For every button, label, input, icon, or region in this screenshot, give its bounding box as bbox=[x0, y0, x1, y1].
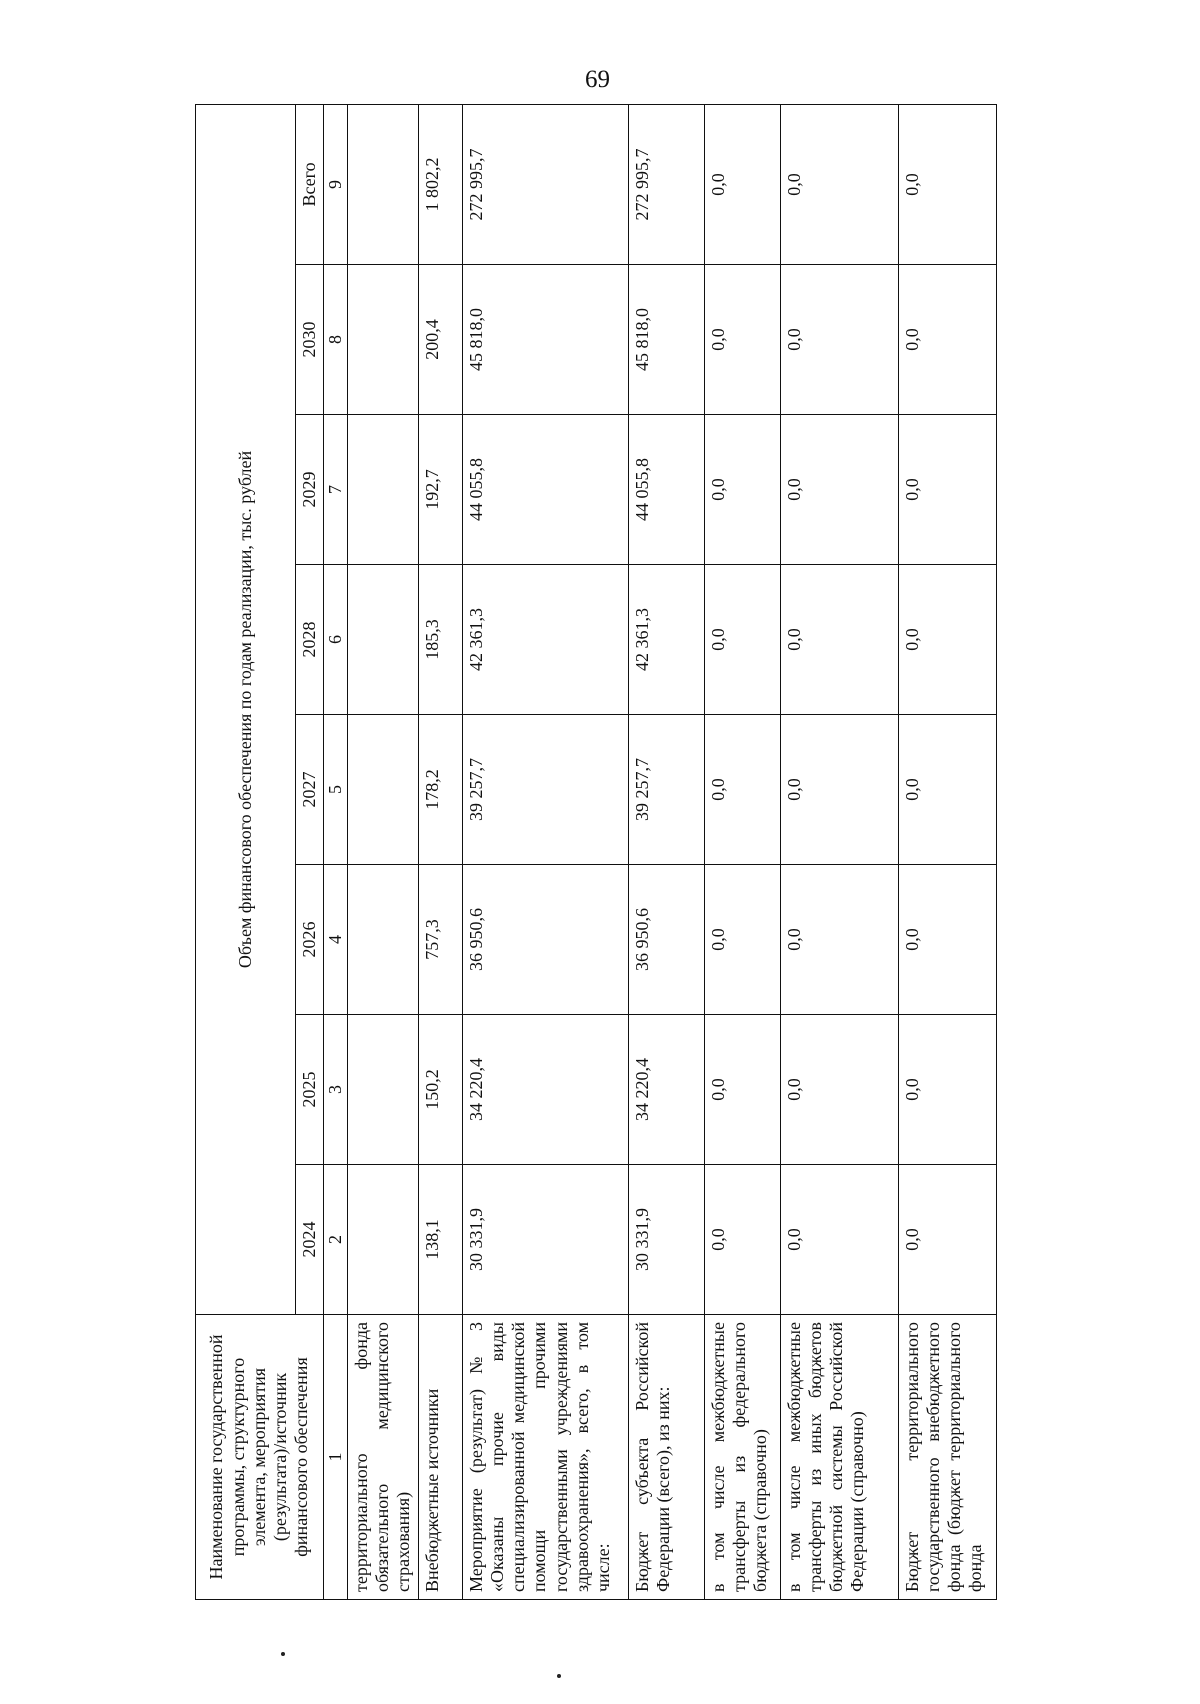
cell-value: 0,0 bbox=[898, 715, 996, 865]
cell-value: 34 220,4 bbox=[462, 1015, 628, 1165]
cell-value bbox=[348, 565, 419, 715]
header-year: 2028 bbox=[296, 565, 324, 715]
header-year: Всего bbox=[296, 104, 324, 264]
header-year: 2029 bbox=[296, 415, 324, 565]
header-year: 2027 bbox=[296, 715, 324, 865]
cell-value: 0,0 bbox=[780, 565, 898, 715]
cell-value: 39 257,7 bbox=[628, 715, 704, 865]
cell-value bbox=[348, 1015, 419, 1165]
cell-value: 30 331,9 bbox=[628, 1165, 704, 1315]
cell-value: 185,3 bbox=[418, 565, 462, 715]
cell-value: 42 361,3 bbox=[628, 565, 704, 715]
cell-value: 0,0 bbox=[704, 865, 780, 1015]
cell-value: 0,0 bbox=[780, 715, 898, 865]
cell-value: 0,0 bbox=[704, 104, 780, 264]
table-row bbox=[628, 104, 704, 1599]
row-name: в том числе межбюджетные трансферты из федерального бюджета (справочно) bbox=[704, 1315, 780, 1600]
column-index-row bbox=[324, 104, 348, 1599]
column-index: 4 bbox=[324, 865, 348, 1015]
cell-value bbox=[348, 1165, 419, 1315]
column-index: 8 bbox=[324, 265, 348, 415]
header-volume-group: Объем финансового обеспечения по годам реализации, тыс. рублей bbox=[196, 104, 296, 1314]
cell-value: 178,2 bbox=[418, 715, 462, 865]
cell-value: 0,0 bbox=[780, 865, 898, 1015]
column-index: 5 bbox=[324, 715, 348, 865]
table-row bbox=[462, 104, 628, 1599]
header-name-column: Наименование государственной программы, структурного элемента, мероприятия (результата)/источник финансового обеспечения bbox=[196, 1315, 324, 1600]
cell-value: 0,0 bbox=[780, 415, 898, 565]
column-index: 3 bbox=[324, 1015, 348, 1165]
cell-value: 30 331,9 bbox=[462, 1165, 628, 1315]
header-year: 2030 bbox=[296, 265, 324, 415]
rotated-table-sheet bbox=[195, 115, 985, 1600]
column-index: 7 bbox=[324, 415, 348, 565]
cell-value: 0,0 bbox=[898, 1165, 996, 1315]
cell-value: 0,0 bbox=[704, 1015, 780, 1165]
row-name: Внебюджетные источники bbox=[418, 1315, 462, 1600]
column-index: 6 bbox=[324, 565, 348, 715]
row-name: Мероприятие (результат) № 3 «Оказаны прочие виды специализированной медицинской помощи прочими государственными учреждениями здравоохранения», всего, в том числе: bbox=[462, 1315, 628, 1600]
cell-value: 0,0 bbox=[780, 1165, 898, 1315]
cell-value: 0,0 bbox=[898, 1015, 996, 1165]
row-name: Бюджет территориального государственного внебюджетного фонда (бюджет территориального фонда bbox=[898, 1315, 996, 1600]
table-row bbox=[418, 104, 462, 1599]
cell-value: 150,2 bbox=[418, 1015, 462, 1165]
cell-value: 44 055,8 bbox=[628, 415, 704, 565]
column-index: 1 bbox=[324, 1315, 348, 1600]
cell-value: 272 995,7 bbox=[462, 104, 628, 264]
table-row bbox=[348, 104, 419, 1599]
cell-value: 44 055,8 bbox=[462, 415, 628, 565]
cell-value: 0,0 bbox=[898, 265, 996, 415]
header-year: 2024 bbox=[296, 1165, 324, 1315]
column-index: 9 bbox=[324, 104, 348, 264]
cell-value: 45 818,0 bbox=[462, 265, 628, 415]
cell-value: 36 950,6 bbox=[628, 865, 704, 1015]
cell-value bbox=[348, 265, 419, 415]
scan-speck bbox=[557, 1674, 561, 1678]
table-row bbox=[780, 104, 898, 1599]
cell-value: 138,1 bbox=[418, 1165, 462, 1315]
cell-value: 0,0 bbox=[704, 565, 780, 715]
cell-value bbox=[348, 104, 419, 264]
header-year: 2026 bbox=[296, 865, 324, 1015]
cell-value: 0,0 bbox=[704, 1165, 780, 1315]
cell-value: 0,0 bbox=[780, 1015, 898, 1165]
financing-table bbox=[195, 104, 997, 1600]
cell-value: 757,3 bbox=[418, 865, 462, 1015]
cell-value: 0,0 bbox=[898, 865, 996, 1015]
cell-value: 42 361,3 bbox=[462, 565, 628, 715]
cell-value bbox=[348, 415, 419, 565]
cell-value: 200,4 bbox=[418, 265, 462, 415]
cell-value: 0,0 bbox=[704, 715, 780, 865]
cell-value: 272 995,7 bbox=[628, 104, 704, 264]
page-number: 69 bbox=[585, 66, 610, 93]
row-name: Бюджет субъекта Российской Федерации (всего), из них: bbox=[628, 1315, 704, 1600]
row-name: в том числе межбюджетные трансферты из иных бюджетов бюджетной системы Российской Федерации (справочно) bbox=[780, 1315, 898, 1600]
cell-value: 39 257,7 bbox=[462, 715, 628, 865]
column-index: 2 bbox=[324, 1165, 348, 1315]
cell-value: 1 802,2 bbox=[418, 104, 462, 264]
cell-value bbox=[348, 865, 419, 1015]
cell-value: 0,0 bbox=[780, 265, 898, 415]
table-row bbox=[704, 104, 780, 1599]
cell-value: 0,0 bbox=[898, 104, 996, 264]
cell-value: 34 220,4 bbox=[628, 1015, 704, 1165]
header-year: 2025 bbox=[296, 1015, 324, 1165]
cell-value bbox=[348, 715, 419, 865]
cell-value: 0,0 bbox=[704, 415, 780, 565]
cell-value: 0,0 bbox=[898, 565, 996, 715]
cell-value: 45 818,0 bbox=[628, 265, 704, 415]
cell-value: 36 950,6 bbox=[462, 865, 628, 1015]
cell-value: 0,0 bbox=[780, 104, 898, 264]
cell-value: 192,7 bbox=[418, 415, 462, 565]
cell-value: 0,0 bbox=[704, 265, 780, 415]
row-name: территориального фонда обязательного медицинского страхования) bbox=[348, 1315, 419, 1600]
cell-value: 0,0 bbox=[898, 415, 996, 565]
table-row bbox=[898, 104, 996, 1599]
scan-speck bbox=[281, 1652, 285, 1656]
